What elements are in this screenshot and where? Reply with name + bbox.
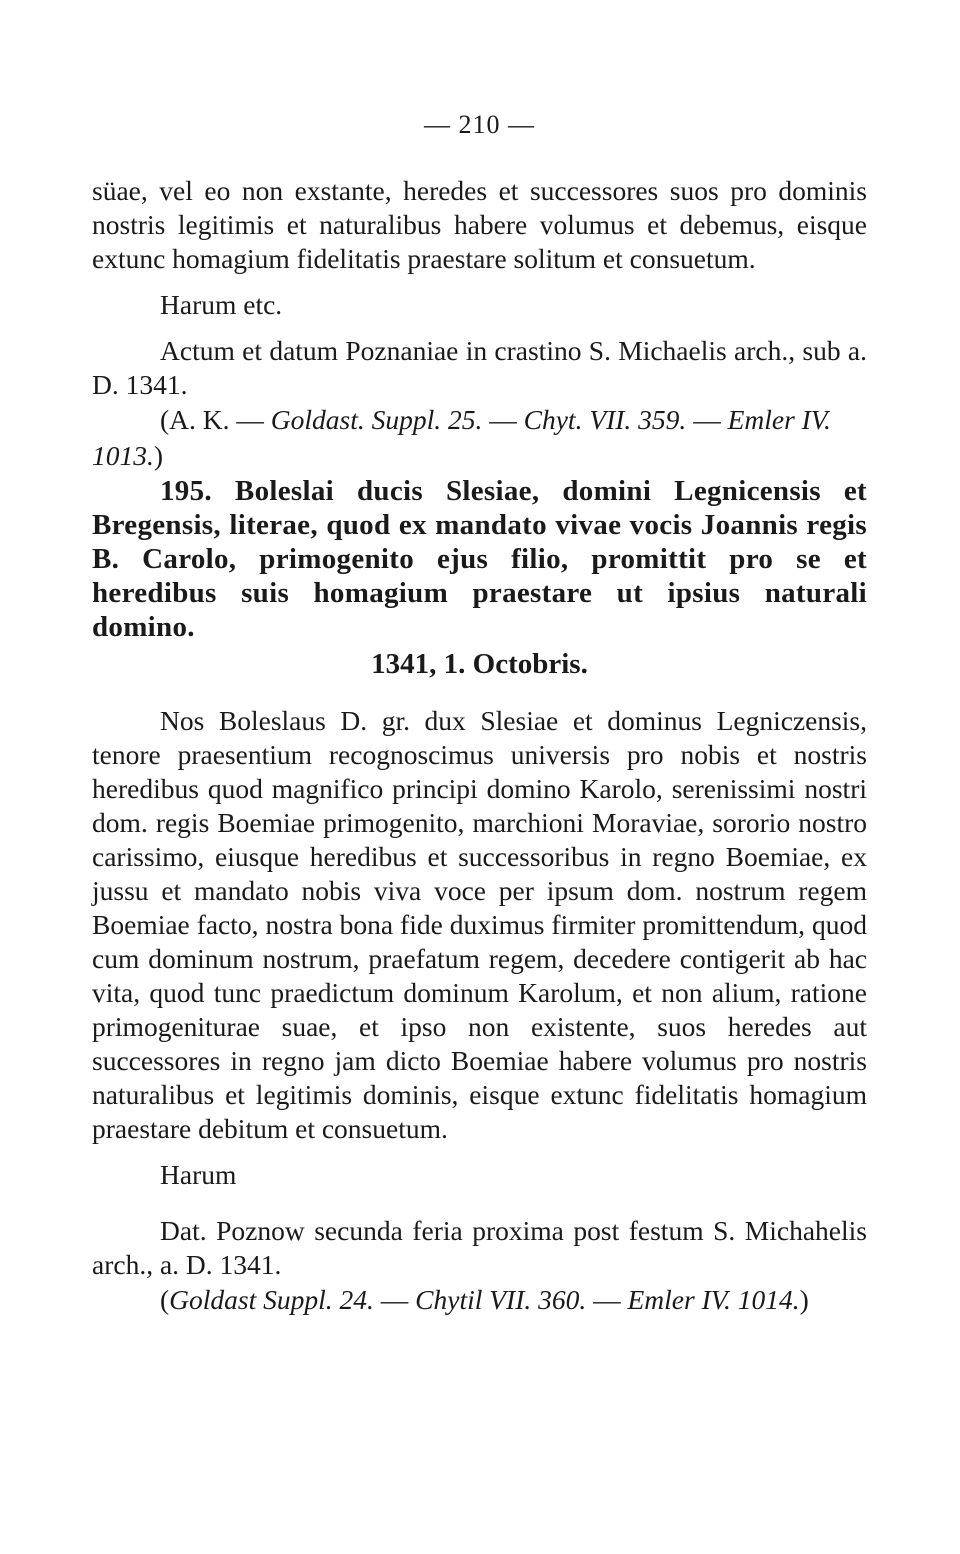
citation-1: (A. K. — Goldast. Suppl. 25. — Chyt. VII. 359. — Emler IV. 1013.) — [92, 404, 831, 471]
document-heading: 195. Boleslai ducis Slesiae, domini Legnicensis et Bregensis, literae, quod ex mandato vivae vocis Joannis regis B. Carolo, primogenito ejus filio, promittit pro se et heredibus suis homagium praestare ut ipsius naturali domino. — [92, 475, 867, 643]
paragraph-body: Nos Boleslaus D. gr. dux Slesiae et dominus Legniczensis, tenore praesentium recognoscimus universis pro nobis et nostris heredibus quod magnifico principi domino Karolo, serenissimi nostri dom. regis Boemiae primogenito, marchioni Moraviae, sororio nostro carissimo, eiusque heredibus et successoribus in regno Boemiae, ex jussu et mandato nobis viva voce per ipsum dom. nostrum regem Boemiae facto, nostra bona fide duximus firmiter promittendum, quod cum dominum nostrum, praefatum regem, decedere contigerit ab hac vita, quod tunc praedictum dominum Karolum, et non alium, ratione primogeniturae suae, et ipso non existente, suos heredes aut successores in regno jam dicto Boemiae habere volumus pro nostris naturalibus et legitimis dominis, eisque extunc fidelitatis homagium praestare debitum et consuetum. — [92, 705, 867, 1144]
paragraph-datum: Dat. Poznow secunda feria proxima post festum S. Michahelis arch., a. D. 1341. — [92, 1215, 867, 1280]
paragraph-actum: Actum et datum Poznaniae in crastino S. Michaelis arch., sub a. D. 1341. — [92, 335, 867, 400]
document-page — [92, 110, 867, 1318]
heading-date: 1341, 1. Octobris. — [371, 648, 588, 680]
paragraph-harum: Harum etc. — [160, 289, 283, 320]
citation-2: (Goldast Suppl. 24. — Chytil VII. 360. — Emler IV. 1014.) — [160, 1284, 809, 1315]
paragraph-continuation: süae, vel eo non exstante, heredes et successores suos pro dominis nostris legitimis et naturalibus habere volumus et debemus, eisque extunc homagium fidelitatis praestare solitum et consuetum. — [92, 175, 867, 274]
paragraph-harum-2: Harum — [160, 1159, 237, 1190]
page-number: — 210 — — [424, 110, 535, 139]
